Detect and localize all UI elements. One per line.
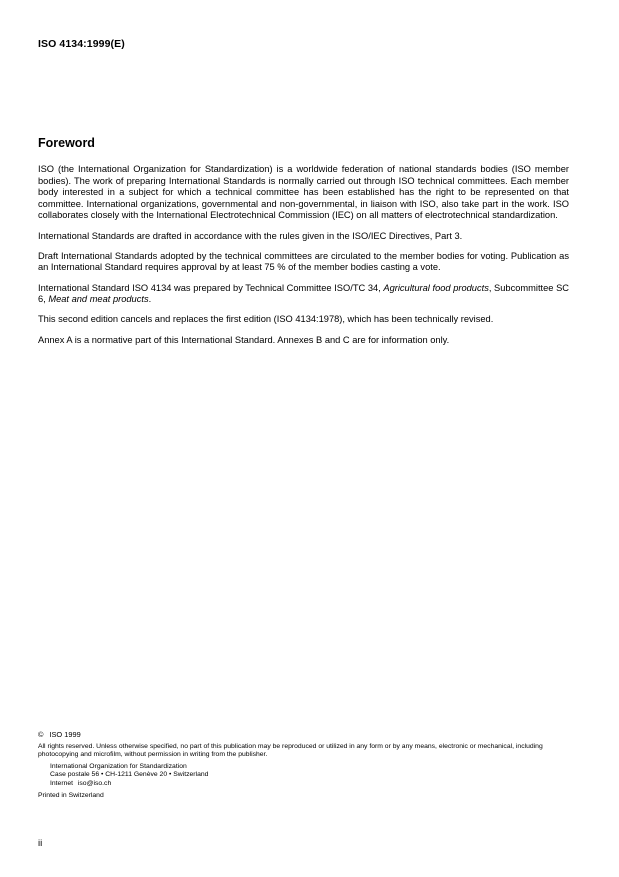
foreword-paragraph-draft-standards: Draft International Standards adopted by the technical committees are circulated to the member bodies for voting. Publication as an International Standard requires approval by at least 75 % of the member bodies casting a vote. [38,250,569,273]
foreword-body [38,164,569,355]
publisher-internet [50,780,578,789]
publisher-address [38,763,578,789]
committee-text-3: . [148,294,152,305]
publisher-org: International Organization for Standardization [50,762,187,770]
foreword-paragraph-edition: This second edition cancels and replaces the first edition (ISO 4134:1978), which has been technically revised. [38,314,494,325]
committee-text-2: , Subcommittee SC 6, [38,282,570,305]
publisher-email: iso@iso.ch [77,779,112,787]
foreword-paragraph-iso-intro: ISO (the International Organization for Standardization) is a worldwide federation of national standards bodies (ISO member bodies). The work of preparing International Standards is normally carried out through ISO technical committees. Each member body interested in a subject for which a technical committee has been established has the right to be represented on that committee. International organizations, governmental and non-governmental, in liaison with ISO, also take part in the work. ISO collaborates closely with the International Electrotechnical Commission (IEC) on all matters of electrotechnical standardization. [38,164,569,221]
foreword-heading: Foreword [38,136,95,150]
printed-in: Printed in Switzerland [38,791,104,799]
committee-title-italic: Agricultural food products [383,282,489,293]
document-id-header: ISO 4134:1999(E) [38,38,125,50]
copyright-block [38,731,578,800]
subcommittee-title-italic: Meat and meat products [48,294,149,305]
copyright-year: ISO 1999 [49,730,81,739]
page-number: ii [38,838,43,849]
publisher-postal: Case postale 56 • CH-1211 Genève 20 • Switzerland [50,771,209,779]
committee-text-1: International Standard ISO 4134 was prepared by Technical Committee ISO/TC 34, [38,282,384,293]
foreword-paragraph-committee [38,283,569,306]
foreword-paragraph-annexes: Annex A is a normative part of this International Standard. Annexes B and C are for information only. [38,334,450,345]
foreword-paragraph-directives: International Standards are drafted in accordance with the rules given in the ISO/IEC Directives, Part 3. [38,230,463,241]
copyright-line [38,731,578,740]
copyright-icon: © [38,730,44,739]
internet-label: Internet [50,779,74,787]
rights-statement: All rights reserved. Unless otherwise specified, no part of this publication may be reproduced or utilized in any form or by any means, electronic or mechanical, including photocopying and microfilm, without permission in writing from the publisher. [38,742,543,759]
